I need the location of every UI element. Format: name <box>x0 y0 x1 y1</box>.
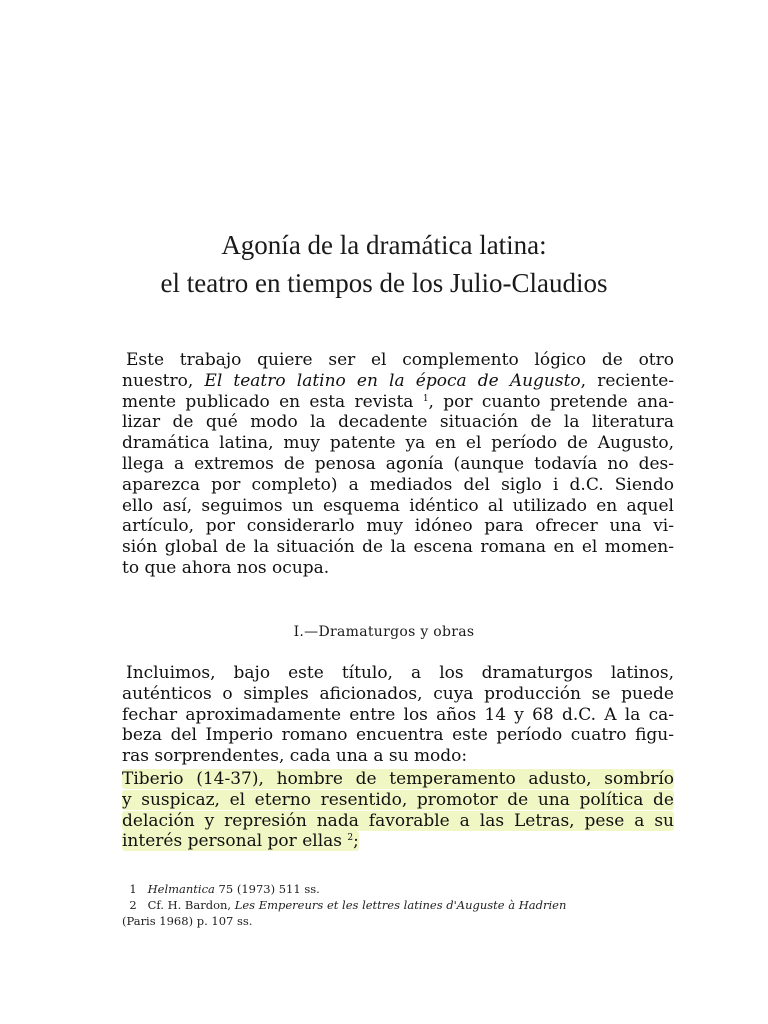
highlighted-passage[interactable] <box>122 769 674 852</box>
section-line: Incluimos, bajo este título, a los dramaturgos latinos, <box>126 663 674 683</box>
article-title <box>0 226 768 302</box>
intro-line: sión global de la situación de la escena romana en el momen- <box>122 537 674 558</box>
intro-line: mente publicado en esta revista $^1$, por cuanto pretende ana- <box>122 391 675 412</box>
footnote-ref-2[interactable]: 2 <box>347 833 354 844</box>
intro-line: to que ahora nos ocupa. <box>122 557 330 578</box>
highlighted-line: delación y represión nada favorable a las Letras, pese a su <box>122 810 674 831</box>
intro-line: nuestro, El teatro latino en la época de Augusto, reciente- <box>122 370 675 391</box>
intro-line: dramática latina, muy patente ya en el período de Augusto, <box>122 433 674 454</box>
highlighted-line: Tiberio (14-37), hombre de temperamento adusto, sombrío <box>122 769 674 789</box>
intro-line: aparezca por completo) a mediados del siglo i d.C. Siendo <box>122 474 674 495</box>
section-heading: I.—Dramaturgos y obras <box>293 624 475 640</box>
intro-line: artículo, por considerarlo muy idóneo para ofrecer una vi- <box>122 516 674 537</box>
intro-line: llega a extremos de penosa agonía (aunque todavía no des- <box>122 453 674 474</box>
section-paragraph <box>122 663 674 767</box>
footnote-1: 1 Helmantica 75 (1973) 511 ss. <box>129 882 320 896</box>
section-line: ras sorprendentes, cada una a su modo: <box>122 746 468 767</box>
cited-work-title: El teatro latino en la época de Augusto <box>204 370 581 391</box>
intro-line: ello así, seguimos un esquema idéntico al utilizado en aquel <box>122 495 674 516</box>
intro-line: Este trabajo quiere ser el complemento lógico de otro <box>126 350 674 370</box>
section-line: beza del Imperio romano encuentra este período cuatro figu- <box>122 725 674 746</box>
title-line-1: Agonía de la dramática latina: <box>221 230 547 260</box>
footnote-2: 2 Cf. H. Bardon, Les Empereurs et les lettres latines d'Auguste à Hadrien <box>129 898 567 912</box>
title-line-2: el teatro en tiempos de los Julio-Claudios <box>160 268 608 298</box>
intro-paragraph <box>122 350 674 579</box>
footnote-ref-1[interactable]: 1 <box>422 393 429 404</box>
intro-line: lizar de qué modo la decadente situación de la literatura <box>122 412 674 433</box>
section-line: fechar aproximadamente entre los años 14 y 68 d.C. A la ca- <box>122 704 674 725</box>
section-line: auténticos o simples aficionados, cuya producción se puede <box>122 683 674 704</box>
footnote-2-cont: (Paris 1968) p. 107 ss. <box>122 914 253 928</box>
highlighted-line: interés personal por ellas $^2$; <box>122 831 359 852</box>
footnotes <box>122 881 676 929</box>
highlighted-line: y suspicaz, el eterno resentido, promotor de una política de <box>122 789 674 810</box>
